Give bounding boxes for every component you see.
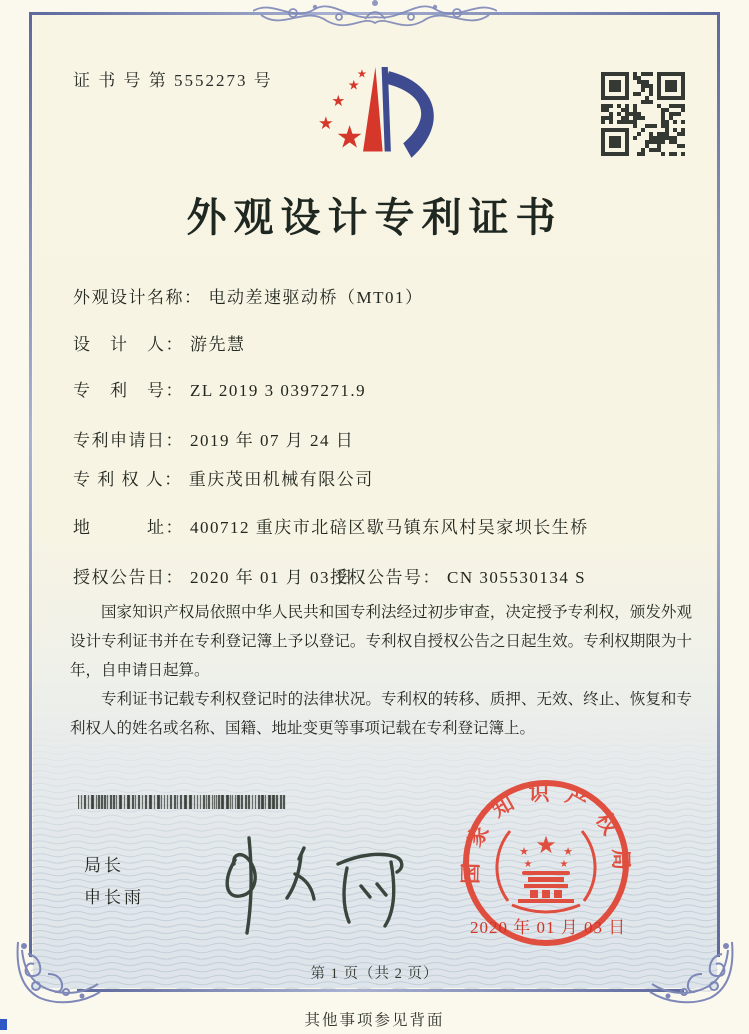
field-label: 外观设计名称 xyxy=(73,288,184,307)
field-label: 专利申请日 xyxy=(73,431,166,450)
seal-ring-text: 国家知识产权局 xyxy=(458,781,634,885)
legal-paragraph-1: 国家知识产权局依照中华人民共和国专利法经过初步审查，决定授予专利权，颁发外观设计专利证书并在专利登记簿上予以登记。专利权自授权公告之日起生效。专利权期限为十年，自申请日起算。 xyxy=(70,604,692,679)
signer-title: 局长 xyxy=(84,856,124,875)
field-separator: ： xyxy=(184,288,203,307)
page-indicator: 第 1 页（共 2 页） xyxy=(310,966,439,982)
legal-paragraph-2: 专利证书记载专利权登记时的法律状况。专利权的转移、质押、无效、终止、恢复和专利权人的姓名或名称、国籍、地址变更等事项记载在专利登记簿上。 xyxy=(70,691,692,737)
field-value: 重庆茂田机械有限公司 xyxy=(188,470,374,489)
field-grant-number xyxy=(330,563,586,588)
scan-artifact xyxy=(0,1019,7,1030)
svg-text:★: ★ xyxy=(559,859,569,870)
field-grant-date xyxy=(73,563,354,588)
svg-text:★: ★ xyxy=(523,859,533,870)
field-separator: ： xyxy=(165,518,184,537)
svg-text:★: ★ xyxy=(347,78,360,94)
field-separator: ： xyxy=(165,335,184,354)
barcode xyxy=(78,795,287,809)
field-value: 2019 年 07 月 24 日 xyxy=(190,431,355,450)
field-separator: ： xyxy=(165,431,184,450)
top-filigree-ornament xyxy=(253,0,497,37)
field-separator: ： xyxy=(164,470,183,489)
field-value: 2020 年 01 月 03 日 xyxy=(190,568,355,587)
field-value: 游先慧 xyxy=(190,335,246,354)
field-label: 授权公告号 xyxy=(330,568,423,587)
field-patentee xyxy=(73,465,374,490)
field-patent-number xyxy=(73,376,366,401)
logo-stars-icon xyxy=(318,66,367,155)
cnipa-logo xyxy=(296,40,461,164)
field-value: CN 305530134 S xyxy=(447,568,587,587)
footer-note: 其他事项参见背面 xyxy=(304,1012,445,1029)
field-label: 地 址 xyxy=(73,518,166,537)
frame-left-line xyxy=(29,12,32,957)
field-separator: ： xyxy=(165,381,184,400)
svg-text:★: ★ xyxy=(356,66,368,81)
svg-text:★: ★ xyxy=(331,92,346,111)
logo-blue-bowl xyxy=(386,71,434,158)
field-label: 专 利 权 人 xyxy=(73,470,165,489)
field-filing-date xyxy=(73,426,354,451)
field-design-name xyxy=(73,283,424,308)
svg-text:★: ★ xyxy=(519,845,529,858)
field-designer xyxy=(73,330,246,355)
field-address xyxy=(73,513,589,538)
national-emblem-icon xyxy=(518,831,574,903)
field-separator: ： xyxy=(422,568,441,587)
field-value: ZL 2019 3 0397271.9 xyxy=(190,381,367,400)
frame-bottom-line xyxy=(77,989,684,992)
frame-right-line xyxy=(717,12,720,957)
svg-text:★: ★ xyxy=(318,113,334,134)
certificate-number: 证 书 号 第 5552273 号 xyxy=(73,71,273,90)
certificate-title: 外观设计专利证书 xyxy=(186,195,563,240)
seal-date: 2020 年 01 月 03 日 xyxy=(470,918,627,937)
field-value: 电动差速驱动桥（MT01） xyxy=(208,288,424,307)
svg-text:★: ★ xyxy=(535,831,557,859)
field-separator: ： xyxy=(165,568,184,587)
field-label: 专 利 号 xyxy=(73,381,166,400)
field-label: 授权公告日 xyxy=(73,568,166,587)
director-signature xyxy=(205,818,410,938)
svg-text:★: ★ xyxy=(335,119,364,156)
legal-text-block xyxy=(70,598,692,743)
svg-text:★: ★ xyxy=(563,845,573,858)
signer-name: 申长雨 xyxy=(84,888,144,907)
qr-code xyxy=(601,72,685,156)
field-value: 400712 重庆市北碚区歇马镇东风村吴家坝长生桥 xyxy=(190,518,589,537)
field-label: 设 计 人 xyxy=(73,335,166,354)
